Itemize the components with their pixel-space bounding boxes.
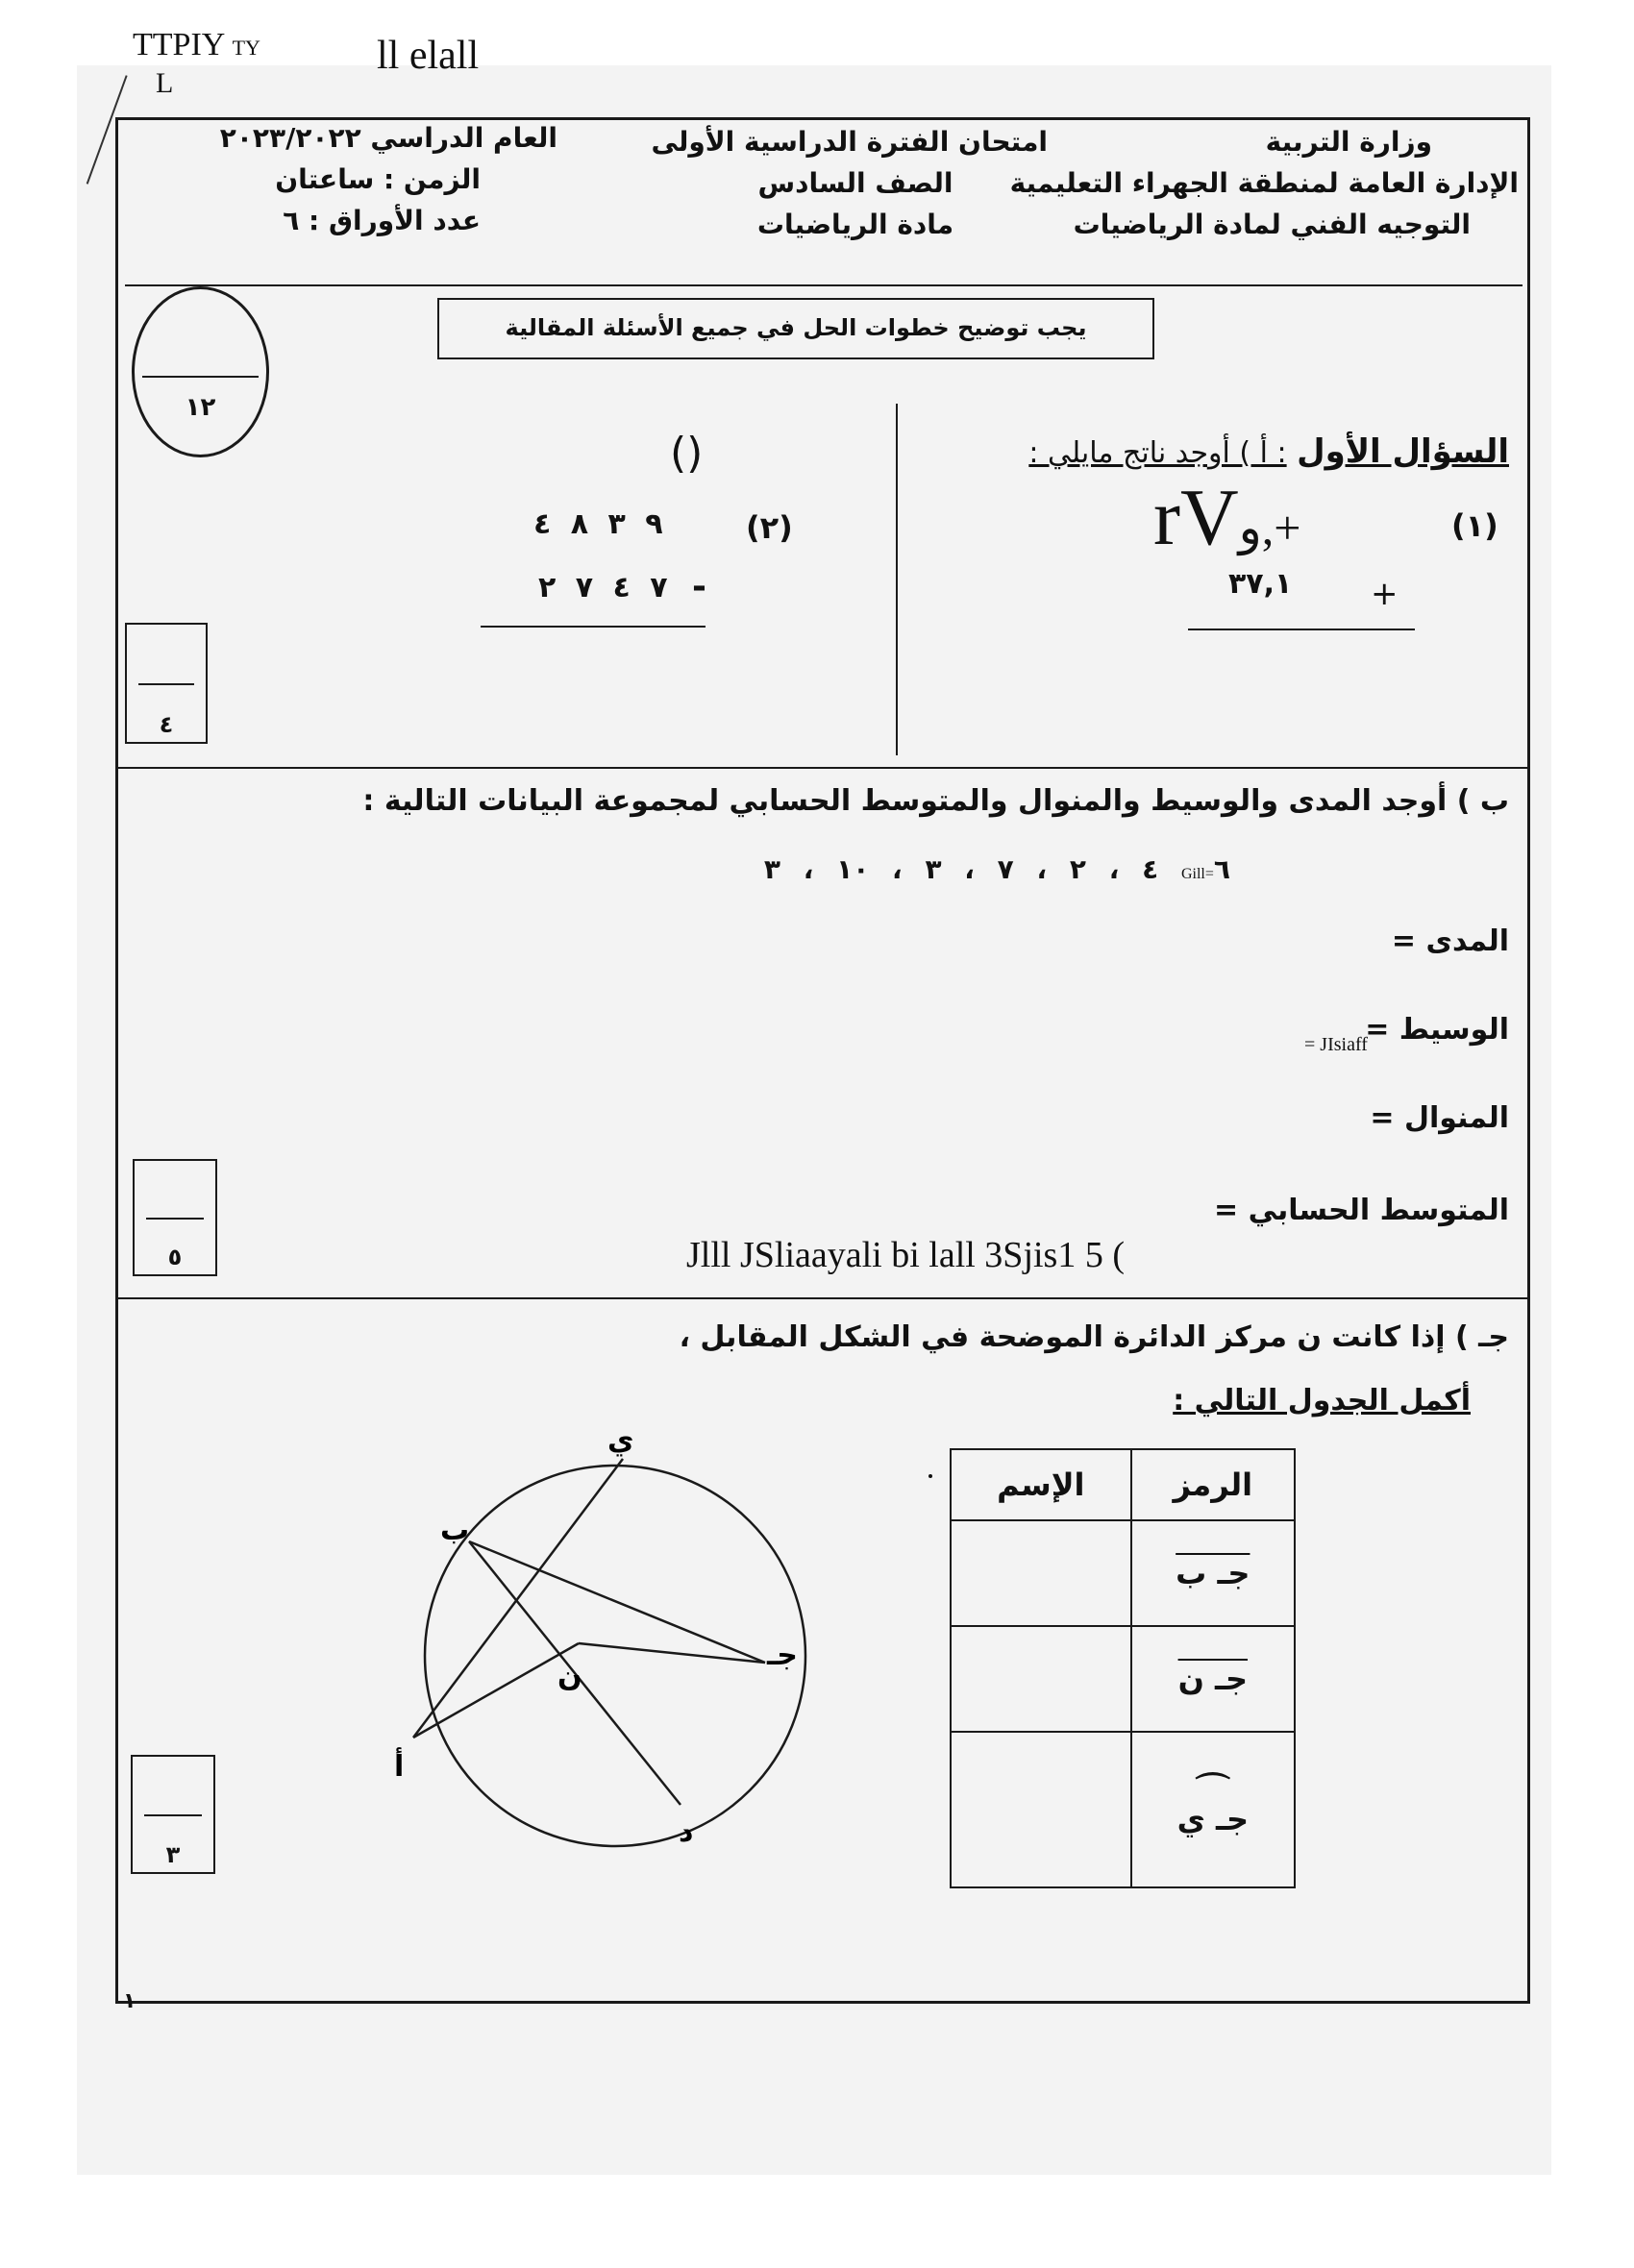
total-score-circle (132, 286, 269, 457)
symbol-cell (1131, 1520, 1295, 1626)
score-box-part-b (133, 1159, 217, 1276)
label-y: ي (607, 1423, 634, 1457)
total-score-line (142, 376, 259, 378)
overlay-text-top-left (133, 27, 260, 63)
pages-count: عدد الأوراق : ٦ (283, 205, 481, 236)
part-b-prompt: ب ) أوجد المدى والوسيط والمنوال والمتوسط الحسابي لمجموعة البيانات التالية : (362, 784, 1509, 818)
header-left-block (192, 117, 557, 241)
name-answer-cell[interactable] (951, 1626, 1131, 1732)
score-box-part-a (125, 623, 208, 744)
symbol-cell (1131, 1626, 1295, 1732)
median-label: الوسيط = (1365, 1013, 1509, 1047)
formula-overlay-sub: و,+ (1238, 501, 1301, 555)
item-two-number: (٢) (746, 509, 793, 546)
name-answer-cell[interactable] (951, 1732, 1131, 1887)
part-a-divider (115, 767, 1530, 769)
table-row (951, 1626, 1295, 1732)
score-box-part-b-line (146, 1218, 204, 1220)
arc-symbol-mark: ⌒ (1195, 1770, 1230, 1811)
overlay-top-left-a: TTPIY (133, 27, 225, 62)
item-two-bottom-value: ٧ ٤ ٧ ٢ (538, 571, 668, 604)
range-label: المدى = (1391, 924, 1509, 958)
item-two-parens: () (670, 429, 704, 478)
table-row (951, 1732, 1295, 1887)
bottom-overlay: Jlll JSliaayali bi lall 3Sjis1 5 ( (686, 1235, 1125, 1275)
item-two-minus: - (692, 567, 706, 606)
subject-label: مادة الرياضيات (756, 209, 954, 240)
supervision-name: التوجيه الفني لمادة الرياضيات (1073, 209, 1471, 240)
score-box-part-c-value: ٣ (165, 1841, 181, 1868)
item-two-answer-line (481, 626, 706, 628)
name-column-header: الإسم (951, 1449, 1131, 1520)
question-one-heading: السؤال الأول (1297, 432, 1509, 471)
item-one-answer-line (1188, 629, 1415, 630)
segment-jn-symbol: جـ ن (1177, 1660, 1249, 1697)
data-set-values: ٤ ، ٢ ، ٧ ، ٣ ، ١٠ ، ٣ (763, 853, 1159, 885)
overlay-corner-mark: L (156, 67, 174, 99)
label-n: ن (557, 1660, 582, 1693)
score-box-part-a-value: ٤ (159, 711, 174, 738)
instruction-box: يجب توضيح خطوات الحل في جميع الأسئلة المقالية (437, 298, 1154, 359)
item-two-top-value: ٩ ٣ ٨ ٤ (533, 507, 663, 541)
exam-title: امتحان الفترة الدراسية الأولى (651, 126, 1048, 158)
part-c-prompt: جـ ) إذا كانت ن مركز الدائرة الموضحة في الشكل المقابل ، (679, 1320, 1509, 1354)
header-right-block (1009, 121, 1519, 245)
data-set-row (763, 853, 1230, 885)
arc-jy-symbol: جـ ي (1176, 1800, 1250, 1837)
item-one-plus: + (1371, 575, 1399, 613)
name-answer-cell[interactable] (951, 1520, 1131, 1626)
header-center-block (651, 121, 1048, 245)
symbol-table (950, 1448, 1296, 1888)
grade-label: الصف السادس (757, 167, 953, 199)
segment-jb-symbol: جـ ب (1176, 1554, 1250, 1591)
academic-year: العام الدراسي ٢٠٢٣/٢٠٢٢ (219, 122, 557, 154)
label-b: ب (440, 1514, 470, 1547)
score-box-part-b-value: ٥ (167, 1244, 183, 1270)
circle-diagram (365, 1403, 865, 1903)
radius-an (413, 1643, 579, 1738)
symbol-table-header-row (951, 1449, 1295, 1520)
ministry-name: وزارة التربية (1265, 126, 1432, 158)
overlay-top-left-c: ll elall (377, 34, 480, 78)
formula-overlay-main: rV (1153, 473, 1239, 562)
label-j: جـ (767, 1639, 798, 1672)
mode-label: المنوال = (1370, 1101, 1509, 1135)
median-overlay: = JIsiaff (1304, 1034, 1368, 1055)
table-prompt: أكمل الجدول التالي : (1173, 1384, 1471, 1418)
data-set-extra: ٦ (1213, 853, 1230, 885)
directorate-name: الإدارة العامة لمنطقة الجهراء التعليمية (1009, 167, 1519, 199)
score-box-part-c (131, 1755, 215, 1874)
score-box-part-a-line (138, 683, 194, 685)
header-divider (125, 284, 1523, 286)
question-one-heading-row (1009, 432, 1509, 471)
label-d: د (679, 1815, 694, 1849)
part-b-divider (115, 1297, 1530, 1299)
table-row (951, 1520, 1295, 1626)
question-one-divider (896, 404, 898, 755)
page-number: ١ (123, 1989, 136, 2013)
symbol-column-header: الرمز (1131, 1449, 1295, 1520)
data-set-overlay: =Gill (1180, 866, 1214, 882)
mean-label: المتوسط الحسابي = (1214, 1194, 1509, 1227)
total-score-value: ١٢ (185, 393, 216, 422)
part-a-prompt: : أ ) أوجد ناتج مايلي : (1028, 436, 1287, 470)
exam-duration: الزمن : ساعتان (275, 163, 481, 195)
symbol-cell (1131, 1732, 1295, 1887)
stray-dot (928, 1474, 932, 1478)
item-one-number: (١) (1451, 507, 1498, 544)
chord-bj (469, 1541, 765, 1663)
formula-overlay (1153, 471, 1301, 564)
radius-nj (579, 1643, 765, 1663)
item-one-value: ٣٧,١ (1228, 567, 1293, 601)
score-box-part-c-line (144, 1814, 202, 1816)
overlay-top-left-b: TY (232, 36, 260, 60)
label-a: أ (394, 1750, 405, 1784)
